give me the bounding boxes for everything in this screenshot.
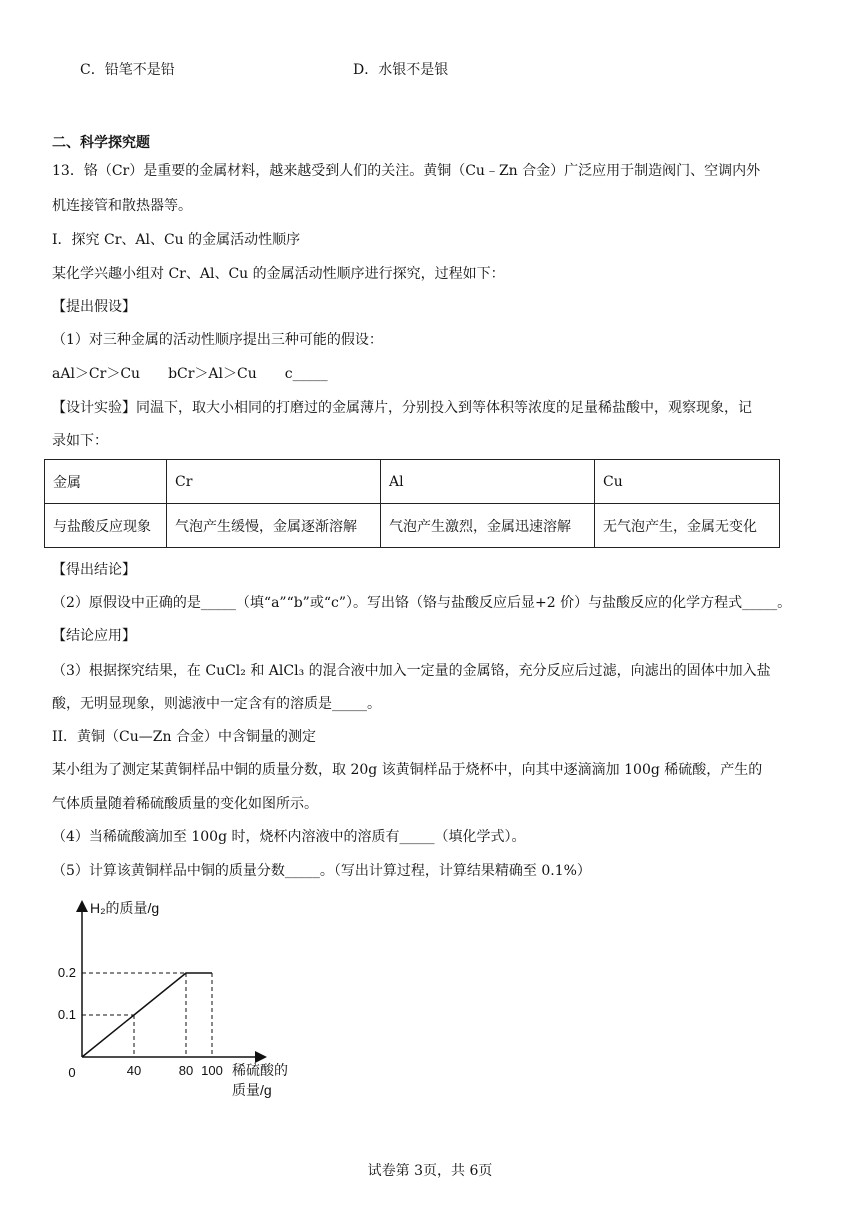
- question-1: （1）对三种金属的活动性顺序提出三种可能的假设：: [52, 332, 383, 348]
- question-3-line1: （3）根据探究结果，在 CuCl₂ 和 AlCl₃ 的混合液中加入一定量的金属铬，充分反应后过滤，向滤出的固体中加入盐: [52, 663, 771, 679]
- design-line1: 【设计实验】同温下，取大小相同的打磨过的金属薄片，分别投入到等体积等浓度的足量稀盐酸中，观察现象，记: [52, 400, 752, 416]
- x-axis-label-line1: 稀硫酸的: [232, 1062, 288, 1078]
- part1-title: I．探究 Cr、Al、Cu 的金属活动性顺序: [52, 232, 301, 248]
- option-d: D．水银不是银: [353, 62, 449, 78]
- part2-title: II．黄铜（Cu—Zn 合金）中含铜量的测定: [52, 729, 316, 745]
- question-5: （5）计算该黄铜样品中铜的质量分数_____。（写出计算过程，计算结果精确至 0.1%）: [52, 863, 591, 879]
- table-cell: 与盐酸反应现象: [45, 504, 167, 548]
- hypotheses: aAl＞Cr＞Cu bCr＞Al＞Cu c_____: [52, 366, 328, 382]
- section-title: 二、科学探究题: [52, 135, 150, 151]
- hydrogen-mass-graph: [48, 893, 308, 1113]
- part2-line1: 某小组为了测定某黄铜样品中铜的质量分数，取 20g 该黄铜样品于烧杯中，向其中逐滴滴加 100g 稀硫酸，产生的: [52, 762, 763, 778]
- table-cell: 金属: [45, 460, 167, 504]
- x-tick-label: 100: [201, 1063, 223, 1078]
- experiment-table: [44, 459, 780, 548]
- x-tick-label: 80: [178, 1063, 194, 1078]
- part1-intro: 某化学兴趣小组对 Cr、Al、Cu 的金属活动性顺序进行探究，过程如下：: [52, 266, 505, 282]
- question-3-line2: 酸，无明显现象，则滤液中一定含有的溶质是_____。: [52, 696, 381, 712]
- x-axis-label-line2: 质量/g: [232, 1082, 272, 1098]
- table-cell: Cu: [595, 460, 780, 504]
- design-line2: 录如下：: [52, 433, 108, 449]
- question-4: （4）当稀硫酸滴加至 100g 时，烧杯内溶液中的溶质有_____（填化学式）。: [52, 829, 526, 845]
- q13-intro-line1: 13．铬（Cr）是重要的金属材料，越来越受到人们的关注。黄铜（Cu﹣Zn 合金）广泛应用于制造阀门、空调内外: [52, 163, 761, 179]
- x-tick-label: 40: [126, 1063, 142, 1078]
- table-cell: 无气泡产生，金属无变化: [595, 504, 780, 548]
- question-2: （2）原假设中正确的是_____（填“a”“b”或“c”）。写出铬（铬与盐酸反应后显+2 价）与盐酸反应的化学方程式_____。: [52, 595, 792, 611]
- conclusion-heading: 【得出结论】: [52, 562, 136, 578]
- hypothesis-heading: 【提出假设】: [52, 299, 136, 315]
- y-tick-label: 0.2: [57, 965, 76, 980]
- table-row: [45, 460, 780, 504]
- y-axis-label: H₂的质量/g: [90, 900, 160, 916]
- application-heading: 【结论应用】: [52, 628, 136, 644]
- option-c: C．铅笔不是铅: [80, 62, 175, 78]
- table-cell: Cr: [167, 460, 381, 504]
- table-row: [45, 504, 780, 548]
- page-footer: 试卷第 3页，共 6页: [367, 1163, 493, 1179]
- series-line: [82, 973, 212, 1057]
- table-cell: 气泡产生激烈，金属迅速溶解: [381, 504, 595, 548]
- origin-label: 0: [68, 1065, 76, 1080]
- table-cell: Al: [381, 460, 595, 504]
- q13-intro-line2: 机连接管和散热器等。: [52, 198, 192, 214]
- y-tick-label: 0.1: [57, 1007, 76, 1022]
- table-cell: 气泡产生缓慢，金属逐渐溶解: [167, 504, 381, 548]
- part2-line2: 气体质量随着稀硫酸质量的变化如图所示。: [52, 796, 318, 812]
